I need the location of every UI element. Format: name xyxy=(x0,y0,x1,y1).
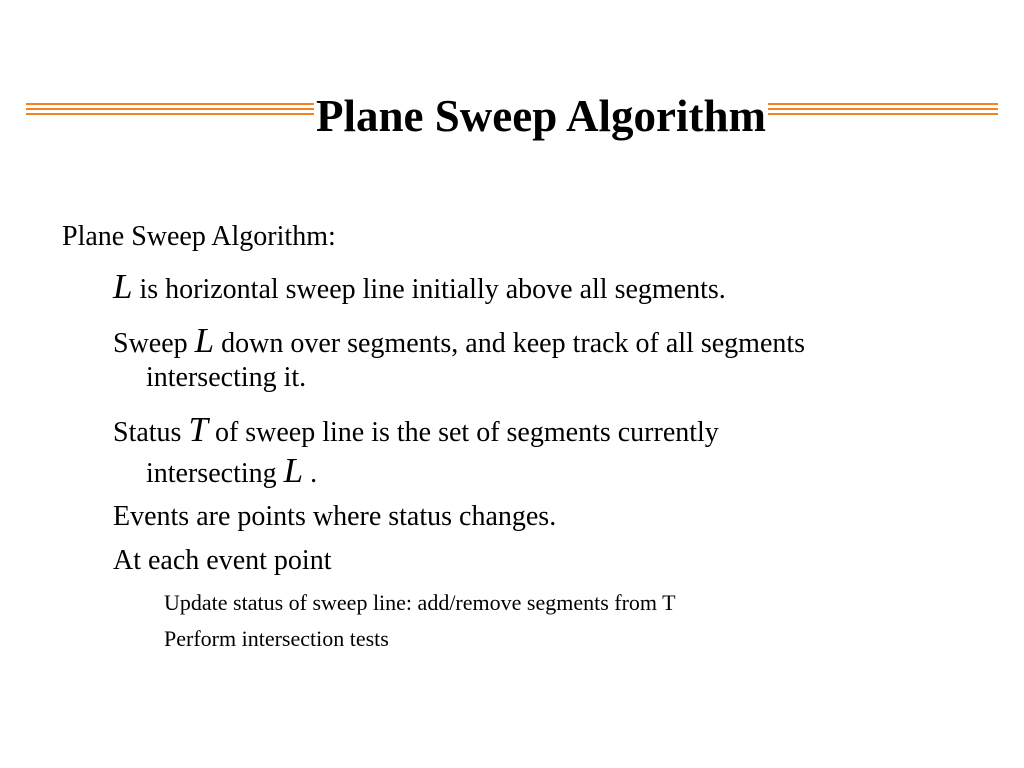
bullet-sweep-down xyxy=(113,320,805,362)
variable-l: L xyxy=(113,267,133,306)
sub-bullet-update-status: Update status of sweep line: add/remove segments from T xyxy=(164,590,676,615)
continuation-suffix: . xyxy=(303,458,318,489)
variable-t: T xyxy=(188,410,208,449)
sub-bullet-intersection-tests: Perform intersection tests xyxy=(164,626,389,651)
variable-l: L xyxy=(194,321,215,360)
bullet-prefix: Status xyxy=(113,417,189,448)
bullet-status-continuation xyxy=(146,450,317,492)
bullet-events: Events are points where status changes. xyxy=(113,501,557,532)
variable-l: L xyxy=(283,451,304,490)
intro-text: Plane Sweep Algorithm: xyxy=(62,221,336,252)
bullet-text: of sweep line is the set of segments currently xyxy=(207,417,719,448)
bullet-sweep-line xyxy=(113,266,726,308)
bullet-sweep-down-continuation: intersecting it. xyxy=(146,362,307,393)
bullet-prefix: Sweep xyxy=(113,328,195,359)
continuation-prefix: intersecting xyxy=(146,458,284,489)
slide-title: Plane Sweep Algorithm xyxy=(316,91,766,141)
bullet-text: is horizontal sweep line initially above all segments. xyxy=(132,274,726,305)
bullet-at-each-event: At each event point xyxy=(113,545,332,576)
bullet-text: down over segments, and keep track of all segments xyxy=(214,328,806,359)
bullet-status xyxy=(113,409,719,451)
